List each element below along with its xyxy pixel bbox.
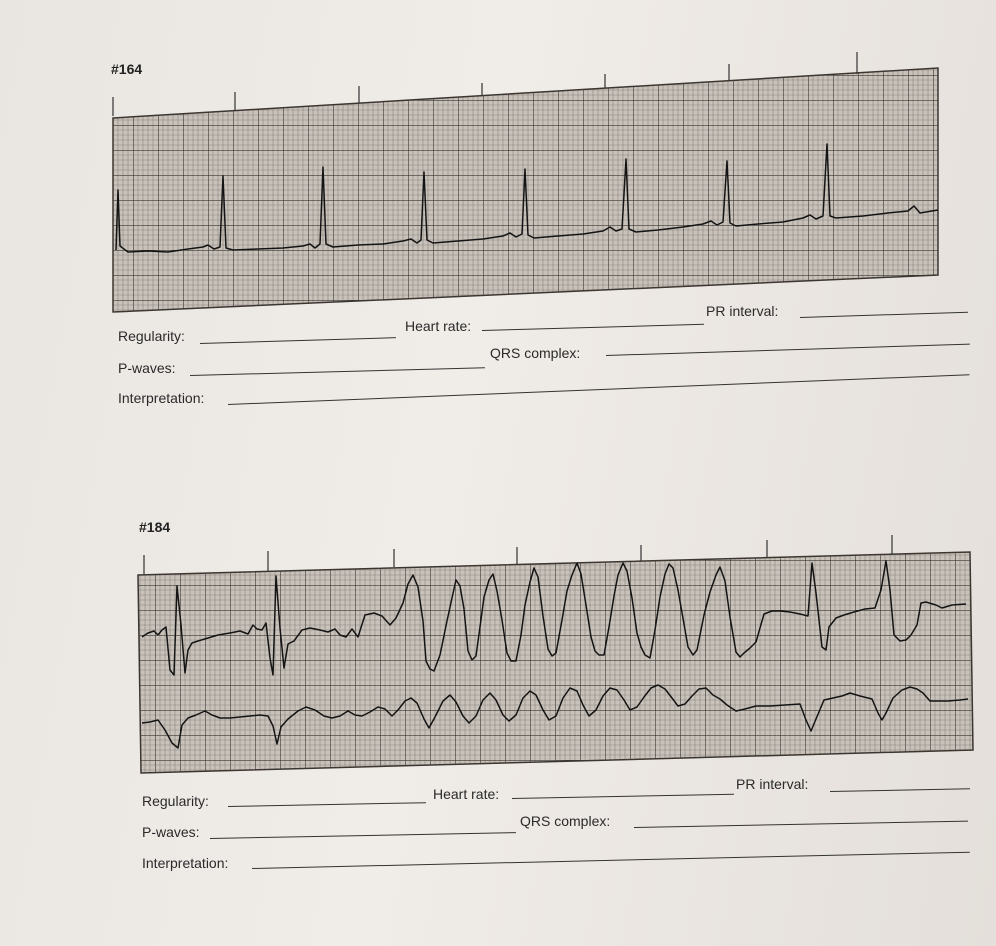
ecg-strip-184 xyxy=(130,535,975,780)
interpretation-answer-line[interactable] xyxy=(228,374,969,405)
qrs-complex-label: QRS complex: xyxy=(490,345,581,361)
interpretation-label: Interpretation: xyxy=(118,390,205,406)
p-waves-answer-line[interactable] xyxy=(210,832,516,839)
interpretation-label: Interpretation: xyxy=(142,855,229,871)
p-waves-label: P-waves: xyxy=(142,824,200,840)
regularity-label: Regularity: xyxy=(118,328,185,344)
interpretation-answer-line[interactable] xyxy=(252,852,970,869)
pr-interval-label: PR interval: xyxy=(706,303,779,319)
p-waves-answer-line[interactable] xyxy=(190,367,485,376)
strip-184-title: #184 xyxy=(139,519,171,535)
regularity-answer-line[interactable] xyxy=(200,337,396,344)
regularity-answer-line[interactable] xyxy=(228,802,426,807)
ecg-strip-164 xyxy=(108,50,943,315)
qrs-complex-label: QRS complex: xyxy=(520,813,611,829)
pr-interval-answer-line[interactable] xyxy=(830,788,970,792)
heart-rate-answer-line[interactable] xyxy=(482,324,704,331)
qrs-complex-answer-line[interactable] xyxy=(606,344,970,356)
regularity-label: Regularity: xyxy=(142,793,209,809)
strip-164-title: #164 xyxy=(111,61,143,77)
heart-rate-answer-line[interactable] xyxy=(512,794,734,799)
pr-interval-label: PR interval: xyxy=(736,776,809,792)
qrs-complex-answer-line[interactable] xyxy=(634,821,968,828)
p-waves-label: P-waves: xyxy=(118,360,176,376)
grid-paper xyxy=(138,552,973,773)
heart-rate-label: Heart rate: xyxy=(433,786,500,802)
heart-rate-label: Heart rate: xyxy=(405,318,472,334)
